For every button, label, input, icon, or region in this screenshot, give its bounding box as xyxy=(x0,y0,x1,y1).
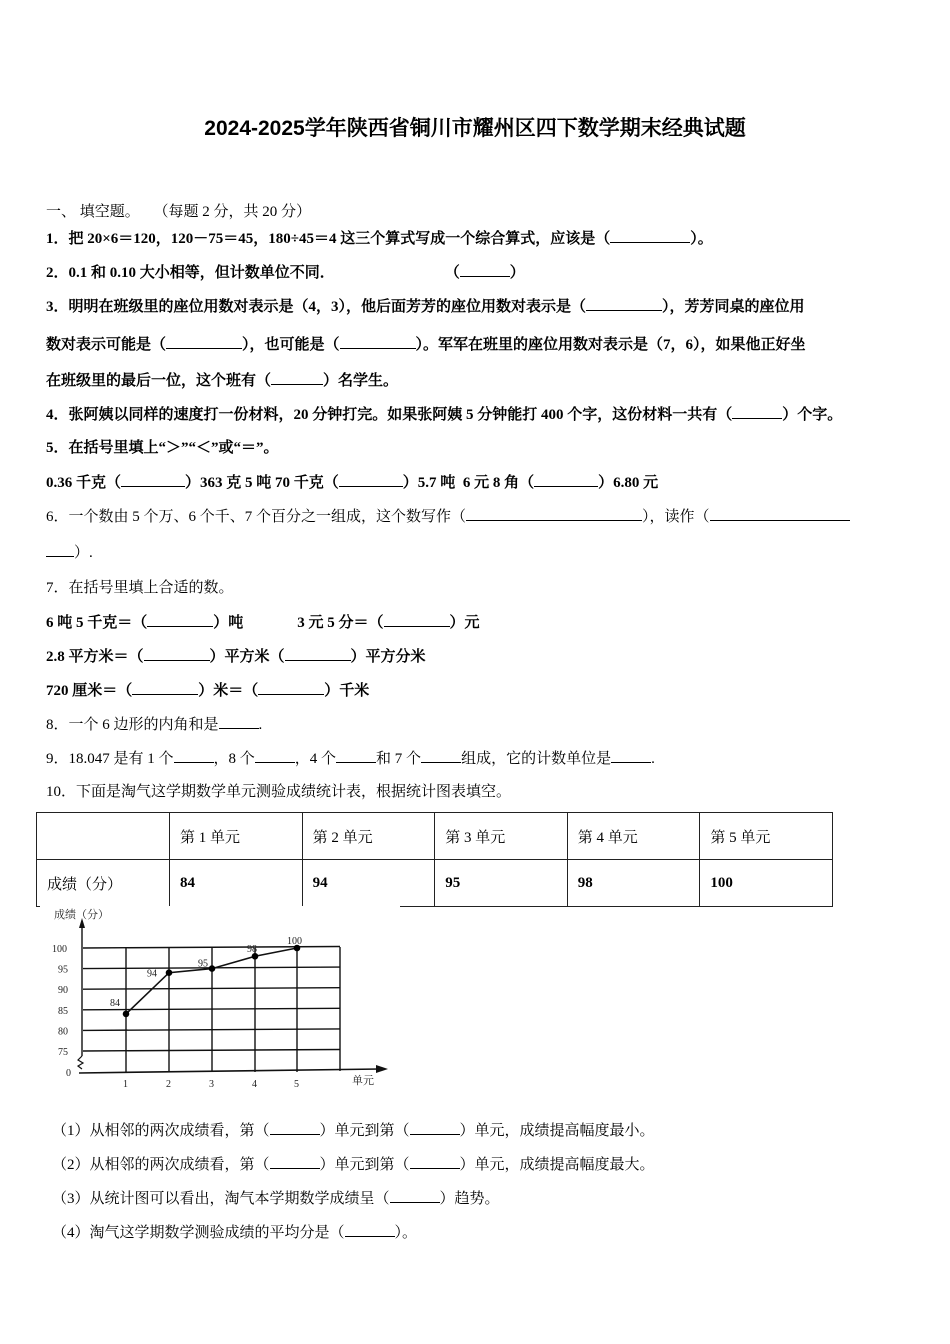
table-header-cell: 第 5 单元 xyxy=(700,813,833,860)
answer-blank[interactable] xyxy=(147,612,213,627)
table-cell: 84 xyxy=(170,860,303,907)
question-7-text: ）平方米（ xyxy=(209,649,285,665)
answer-blank[interactable] xyxy=(410,1154,460,1169)
answer-blank[interactable] xyxy=(732,404,782,419)
answer-blank[interactable] xyxy=(174,748,214,763)
y-tick-label: 100 xyxy=(52,944,67,955)
question-7-text: 720 厘米＝（ xyxy=(46,683,133,699)
x-tick-label: 5 xyxy=(294,1079,299,1090)
sub-question-text: ）单元到第（ xyxy=(319,1123,410,1139)
question-7-text: ）米＝（ xyxy=(198,683,259,699)
table-header-cell: 第 3 单元 xyxy=(435,813,568,860)
table-cell: 100 xyxy=(700,860,833,907)
y-axis-title: 成绩（分） xyxy=(54,909,109,921)
question-10-sub-3 xyxy=(52,1188,500,1209)
question-5 xyxy=(46,438,279,458)
answer-blank[interactable] xyxy=(46,542,74,557)
question-7-text: 7．在括号里填上合适的数。 xyxy=(46,580,234,596)
answer-blank[interactable] xyxy=(340,334,416,349)
question-7 xyxy=(46,578,234,598)
question-7-text: 6 吨 5 千克＝（ xyxy=(46,615,148,631)
y-tick-label: 85 xyxy=(58,1005,68,1017)
x-tick-label: 1 xyxy=(123,1079,128,1090)
y-tick-label: 90 xyxy=(58,985,68,997)
sub-question-text: （1）从相邻的两次成绩看，第（ xyxy=(52,1123,270,1139)
question-8-text: 8．一个 6 边形的内角和是 xyxy=(46,717,219,733)
answer-blank[interactable] xyxy=(421,748,461,763)
answer-blank[interactable] xyxy=(270,1154,320,1169)
paren-close: ） xyxy=(509,265,525,281)
data-point xyxy=(123,1011,130,1018)
answer-blank[interactable] xyxy=(285,646,351,661)
answer-blank[interactable] xyxy=(270,1120,320,1135)
table-row-label: 成绩（分） xyxy=(37,860,170,907)
question-7-text: ）吨 xyxy=(213,615,244,631)
question-3-text: ），芳芳同桌的座位用 xyxy=(662,299,805,315)
question-7-row-3 xyxy=(46,680,369,701)
question-7-row-2 xyxy=(46,646,426,667)
question-6-text: ），读作（ xyxy=(642,509,710,525)
question-7-text: 3 元 5 分＝（ xyxy=(297,615,384,631)
compare-left: 0.36 千克（ xyxy=(46,475,122,491)
question-2 xyxy=(46,262,525,283)
score-line-chart xyxy=(40,906,400,1094)
paren-open: （ xyxy=(444,265,460,281)
y-tick-label: 0 xyxy=(66,1068,71,1079)
question-3-text: 数对表示可能是（ xyxy=(46,337,167,353)
question-7-text: ）平方分米 xyxy=(350,649,426,665)
question-3-text: 3．明明在班级里的座位用数对表示是（4，3），他后面芳芳的座位用数对表示是（ xyxy=(46,299,587,315)
answer-blank[interactable] xyxy=(166,334,242,349)
answer-blank[interactable] xyxy=(410,1120,460,1135)
table-row xyxy=(37,860,833,907)
page-title: 2024-2025学年陕西省铜川市耀州区四下数学期末经典试题 xyxy=(204,117,746,140)
section-score-note: （每题 2 分，共 20 分） xyxy=(153,204,312,220)
question-7-text: ）元 xyxy=(449,615,480,631)
answer-blank[interactable] xyxy=(336,748,376,763)
answer-blank[interactable] xyxy=(271,370,323,385)
question-9 xyxy=(46,748,655,769)
sub-question-text: （3）从统计图可以看出，淘气本学期数学成绩呈（ xyxy=(52,1191,390,1207)
question-3-line-2 xyxy=(46,334,806,355)
section-label: 一、 填空题。 xyxy=(46,204,140,220)
compare-right: ）5.7 吨 xyxy=(402,475,456,491)
question-6-tail: ）. xyxy=(74,545,93,561)
axis-break-icon xyxy=(78,1056,83,1069)
question-3-text: 在班级里的最后一位，这个班有（ xyxy=(46,373,272,389)
data-label: 95 xyxy=(198,958,208,970)
table-header-cell: 第 1 单元 xyxy=(170,813,303,860)
x-axis-arrow-icon xyxy=(376,1065,388,1073)
sub-question-text: （4）淘气这学期数学测验成绩的平均分是（ xyxy=(52,1225,345,1241)
data-label: 98 xyxy=(247,944,257,956)
question-3-text: ）。军军在班里的座位用数对表示是（7，6），如果他正好坐 xyxy=(415,337,806,353)
compare-right: ）363 克 xyxy=(185,475,242,491)
x-tick-label: 3 xyxy=(209,1079,214,1090)
question-8 xyxy=(46,714,262,735)
answer-blank[interactable] xyxy=(586,296,662,311)
chart-labels xyxy=(52,907,374,1090)
data-label: 94 xyxy=(147,968,157,980)
table-header-cell: 第 2 单元 xyxy=(302,813,435,860)
x-axis-title: 单元 xyxy=(352,1075,374,1087)
question-8-tail: . xyxy=(258,717,263,733)
answer-blank[interactable] xyxy=(611,748,651,763)
question-3-line-1 xyxy=(46,296,805,317)
question-7-row-1 xyxy=(46,612,480,633)
question-4-text: 4．张阿姨以同样的速度打一份材料，20 分钟打完。如果张阿姨 5 分钟能打 400 个字，这份材料一共有（ xyxy=(46,407,733,423)
question-7-text: ）千米 xyxy=(324,683,370,699)
question-9-text: 组成，它的计数单位是 xyxy=(461,751,612,767)
answer-blank[interactable] xyxy=(610,228,690,243)
answer-blank[interactable] xyxy=(460,262,510,277)
section-heading xyxy=(46,202,311,222)
question-6 xyxy=(46,506,850,527)
chart-grid xyxy=(83,947,340,1073)
y-tick-label: 80 xyxy=(58,1026,68,1038)
question-9-text: ，4 个 xyxy=(294,751,337,767)
answer-blank[interactable] xyxy=(258,680,324,695)
sub-question-text: ）单元，成绩提高幅度最大。 xyxy=(459,1157,655,1173)
question-9-tail: . xyxy=(651,751,655,767)
answer-blank[interactable] xyxy=(384,612,450,627)
data-label: 100 xyxy=(287,936,302,947)
question-7-text: 2.8 平方米＝（ xyxy=(46,649,144,665)
score-table xyxy=(36,812,833,907)
sub-question-text: （2）从相邻的两次成绩看，第（ xyxy=(52,1157,270,1173)
table-corner-cell xyxy=(37,813,170,860)
question-10-sub-4 xyxy=(52,1222,417,1243)
answer-blank[interactable] xyxy=(534,472,598,487)
answer-blank[interactable] xyxy=(339,472,403,487)
x-tick-label: 2 xyxy=(166,1079,171,1090)
question-5-text: 5．在括号里填上“＞”“＜”或“＝”。 xyxy=(46,440,279,456)
table-header-row xyxy=(37,813,833,860)
answer-blank[interactable] xyxy=(132,680,198,695)
question-3-text: ）名学生。 xyxy=(323,373,399,389)
question-2-text: 2．0.1 和 0.10 大小相等，但计数单位不同． xyxy=(46,265,335,281)
question-4-tail: ）个字。 xyxy=(782,407,843,423)
answer-blank[interactable] xyxy=(255,748,295,763)
question-10-sub-1 xyxy=(52,1120,655,1141)
sub-question-text: ）单元，成绩提高幅度最小。 xyxy=(459,1123,655,1139)
question-1-tail: ）。 xyxy=(690,231,713,247)
y-tick-label: 95 xyxy=(58,964,68,976)
sub-question-text: ）。 xyxy=(394,1225,418,1241)
question-9-text: ，8 个 xyxy=(213,751,255,767)
question-4 xyxy=(46,404,842,425)
table-header-cell: 第 4 单元 xyxy=(567,813,700,860)
answer-blank[interactable] xyxy=(390,1188,440,1203)
sub-question-text: ）单元到第（ xyxy=(319,1157,410,1173)
chart-svg xyxy=(40,906,400,1094)
question-1 xyxy=(46,228,713,249)
question-9-text: 和 7 个 xyxy=(376,751,422,767)
answer-blank[interactable] xyxy=(121,472,185,487)
answer-blank[interactable] xyxy=(144,646,210,661)
question-6-text: 6．一个数由 5 个万、6 个千、7 个百分之一组成，这个数写作（ xyxy=(46,509,467,525)
x-tick-label: 4 xyxy=(252,1079,257,1090)
question-3-text: ），也可能是（ xyxy=(242,337,340,353)
table-cell: 94 xyxy=(302,860,435,907)
question-10 xyxy=(46,782,511,802)
question-10-text: 10．下面是淘气这学期数学单元测验成绩统计表，根据统计图表填空。 xyxy=(46,784,512,800)
data-point xyxy=(209,965,216,972)
table-cell: 95 xyxy=(435,860,568,907)
sub-question-text: ）趋势。 xyxy=(439,1191,500,1207)
answer-blank[interactable] xyxy=(466,506,642,521)
question-3-line-3 xyxy=(46,370,398,391)
question-5-items xyxy=(46,472,658,493)
question-9-text: 9．18.047 是有 1 个 xyxy=(46,751,174,767)
answer-blank[interactable] xyxy=(219,714,259,729)
answer-blank[interactable] xyxy=(710,506,850,521)
data-point xyxy=(166,969,173,976)
question-10-sub-2 xyxy=(52,1154,655,1175)
answer-blank[interactable] xyxy=(345,1222,395,1237)
y-tick-label: 75 xyxy=(58,1047,68,1058)
table-cell: 98 xyxy=(567,860,700,907)
question-6-line-2 xyxy=(46,542,93,563)
data-label: 84 xyxy=(110,997,120,1009)
compare-left: 6 元 8 角（ xyxy=(462,475,535,491)
question-1-text: 1．把 20×6＝120，120－75＝45，180÷45＝4 这三个算式写成一个综合算式，应该是（ xyxy=(46,231,611,247)
compare-right: ）6.80 元 xyxy=(598,475,659,491)
compare-left: 5 吨 70 千克（ xyxy=(245,475,339,491)
x-axis xyxy=(79,1069,380,1073)
